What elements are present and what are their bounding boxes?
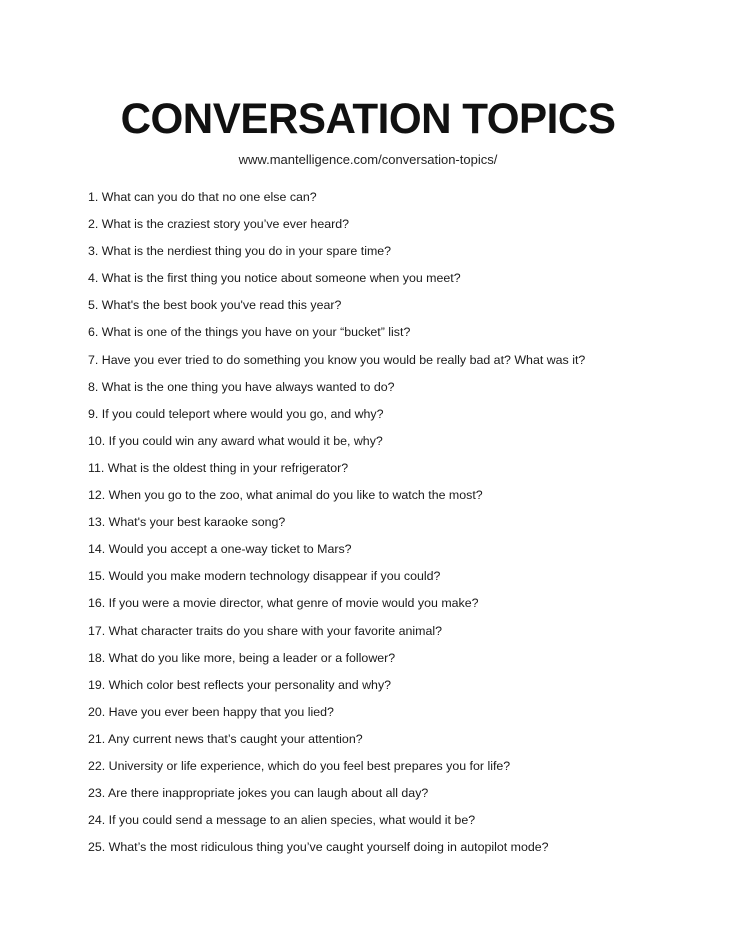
list-item: 15. Would you make modern technology disappear if you could? (88, 569, 441, 584)
list-item: 1. What can you do that no one else can? (88, 190, 317, 204)
list-item: 2. What is the craziest story you’ve ever heard? (88, 217, 350, 232)
list-item: 3. What is the nerdiest thing you do in your spare time? (88, 244, 392, 259)
list-item: 6. What is one of the things you have on your “bucket” list? (88, 325, 411, 340)
list-item: 10. If you could win any award what would it be, why? (88, 433, 383, 448)
list-item: 24. If you could send a message to an alien species, what would it be? (88, 813, 476, 828)
source-url: www.mantelligence.com/conversation-topics/ (238, 152, 498, 167)
list-item: 11. What is the oldest thing in your refrigerator? (88, 460, 349, 475)
list-item: 17. What character traits do you share with your favorite animal? (88, 623, 442, 638)
list-item: 20. Have you ever been happy that you lied? (88, 704, 334, 719)
list-item: 5. What's the best book you've read this year? (88, 298, 342, 313)
list-item: 14. Would you accept a one-way ticket to Mars? (88, 542, 352, 557)
list-item: 21. Any current news that’s caught your attention? (88, 731, 363, 746)
list-item: 23. Are there inappropriate jokes you can laugh about all day? (88, 786, 429, 801)
list-item: 12. When you go to the zoo, what animal do you like to watch the most? (88, 488, 483, 503)
topic-list (88, 188, 708, 865)
list-item: 18. What do you like more, being a leader or a follower? (88, 650, 396, 665)
list-item: 8. What is the one thing you have always wanted to do? (88, 379, 395, 394)
list-item: 4. What is the first thing you notice about someone when you meet? (88, 271, 461, 286)
list-item: 25. What’s the most ridiculous thing you’ve caught yourself doing in autopilot mode? (88, 840, 549, 855)
list-item: 13. What's your best karaoke song? (88, 515, 286, 530)
list-item: 9. If you could teleport where would you go, and why? (88, 406, 384, 421)
list-item: 22. University or life experience, which do you feel best prepares you for life? (88, 758, 511, 773)
list-item: 19. Which color best reflects your personality and why? (88, 677, 392, 692)
list-item: 7. Have you ever tried to do something you know you would be really bad at? What was it? (88, 352, 586, 367)
list-item: 16. If you were a movie director, what genre of movie would you make? (88, 596, 479, 611)
page-title: CONVERSATION TOPICS (120, 95, 616, 143)
